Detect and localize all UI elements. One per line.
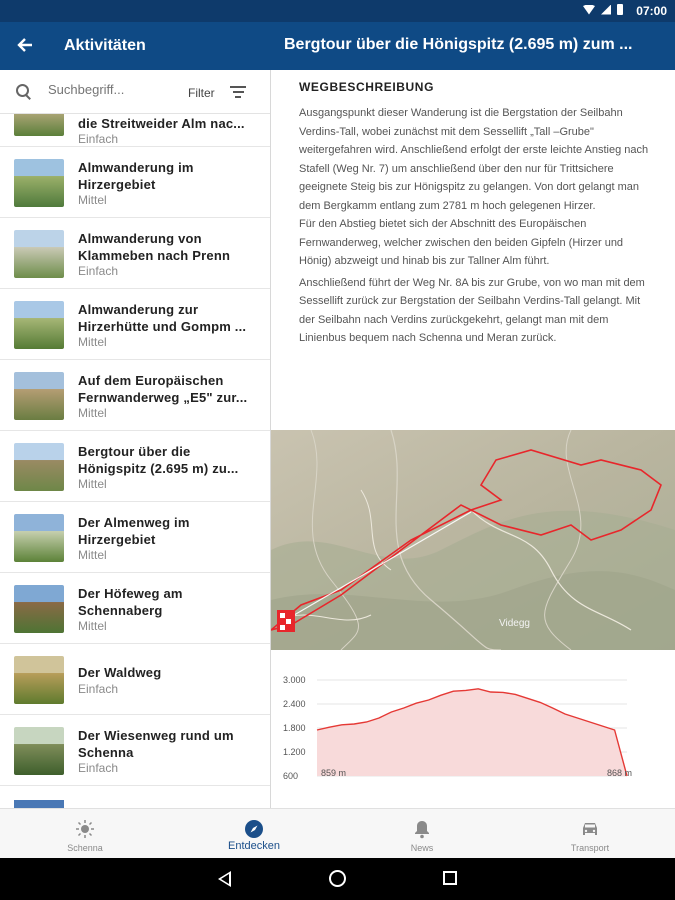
activity-thumbnail	[14, 727, 64, 775]
y-tick-label: 1.800	[283, 723, 306, 733]
detail-app-bar	[270, 22, 675, 70]
activity-name-line1: Almwanderung von	[78, 231, 202, 246]
system-back-icon[interactable]	[218, 871, 231, 887]
nav-label: News	[410, 843, 434, 853]
activity-list-item[interactable]	[0, 573, 270, 644]
activity-name	[78, 159, 260, 193]
activity-list-item[interactable]	[0, 289, 270, 360]
activity-name-line2: Hirzergebiet	[78, 532, 156, 547]
elevation-area	[317, 689, 627, 776]
activity-list-item[interactable]	[0, 502, 270, 573]
route-map[interactable]	[271, 430, 675, 650]
activity-thumbnail	[14, 443, 64, 491]
activity-name-line2: Klammeben nach Prenn	[78, 248, 231, 263]
map-place-label: Videgg	[499, 618, 530, 629]
activity-name-line1: Bergtour über die	[78, 444, 191, 459]
activity-list-item[interactable]	[0, 218, 270, 289]
filter-label[interactable]: Filter	[188, 86, 215, 100]
y-tick-label: 1.200	[283, 747, 306, 757]
activity-difficulty: Mittel	[78, 548, 107, 562]
activity-name	[78, 585, 260, 619]
activity-name-line1: Almwanderung zur	[78, 302, 199, 317]
system-home-icon[interactable]	[329, 870, 346, 887]
filter-icon[interactable]	[230, 86, 246, 98]
activity-difficulty: Mittel	[78, 193, 107, 207]
car-icon	[580, 819, 600, 839]
activity-list-item[interactable]	[0, 431, 270, 502]
activity-thumbnail	[14, 585, 64, 633]
activity-difficulty: Mittel	[78, 477, 107, 491]
activity-name-line2: Schennaberg	[78, 603, 163, 618]
battery-icon	[617, 4, 623, 15]
description-paragraph: Ausgangspunkt dieser Wanderung ist die Bergstation der Seilbahn Verdins-Tall, wobei zunächst mit dem Sessellift „Tall –Grube" weitergefahren wird. Anschließend erfolgt der erste leichte Anstieg nach Stafell (Weg Nr. 7) um anschließend über den nur für Trittsichere geeignete Steig bis zur Hönigspitz zu gelangen. Von dort gelangt man dem Bergkamm entlang zum 2781 m hoch gelegenen Hirzer.	[299, 107, 649, 212]
activity-name-line2: Schenna	[78, 745, 134, 760]
activity-list	[0, 114, 270, 808]
y-tick-label: 3.000	[283, 675, 306, 685]
bottom-navigation	[0, 808, 675, 858]
nav-item-entdecken[interactable]	[189, 809, 319, 859]
activity-name	[78, 727, 260, 761]
activity-difficulty: Einfach	[78, 132, 119, 146]
activity-thumbnail	[14, 159, 64, 207]
activity-name	[78, 230, 260, 264]
activity-name-line1: Almwanderung im	[78, 160, 194, 175]
description-text	[299, 104, 655, 348]
signal-icon	[601, 5, 611, 15]
activity-thumbnail	[14, 800, 64, 808]
list-title: Aktivitäten	[64, 37, 146, 54]
nav-label: Entdecken	[228, 840, 280, 852]
status-time: 07:00	[636, 4, 667, 18]
activity-name	[78, 116, 260, 131]
route-description	[271, 70, 675, 430]
profile-end-label: 868 m	[607, 768, 633, 778]
activity-name-line1: Der Waldweg	[78, 665, 162, 680]
activity-name-line1: Der Almenweg im	[78, 515, 190, 530]
search-bar	[0, 70, 270, 114]
activity-name-line1: Auf dem Europäischen	[78, 373, 224, 388]
activity-thumbnail	[14, 230, 64, 278]
description-paragraph: Anschließend führt der Weg Nr. 8A bis zur Grube, von wo man mit dem Sessellift zurück zur Bergstation der Seilbahn Verdins-Tall gelangt. Mit der Seilbahn nach Verdins zurückgekehrt, gelangt man mit dem Linienbus bequem nach Schenna und Meran zurück.	[299, 276, 645, 344]
activity-name-line1: Der Höfeweg am	[78, 586, 183, 601]
activity-thumbnail	[14, 372, 64, 420]
status-icons	[583, 4, 623, 15]
activity-thumbnail	[14, 301, 64, 349]
compass-icon	[244, 819, 264, 839]
activity-name	[78, 514, 260, 548]
profile-start-label: 859 m	[321, 768, 347, 778]
activity-name-line1: Der Wiesenweg rund um	[78, 728, 234, 743]
activity-list-item[interactable]	[0, 360, 270, 431]
nav-label: Transport	[570, 843, 610, 853]
elevation-profile	[271, 660, 675, 790]
activity-list-item[interactable]	[0, 114, 270, 147]
activity-list-item[interactable]	[0, 715, 270, 786]
activity-thumbnail	[14, 514, 64, 562]
y-tick-label: 2.400	[283, 699, 306, 709]
activity-name	[78, 301, 260, 335]
activity-difficulty: Einfach	[78, 682, 119, 696]
activity-list-item[interactable]	[0, 644, 270, 715]
nav-label: Schenna	[67, 843, 103, 853]
system-recents-icon[interactable]	[443, 871, 457, 885]
activity-name	[78, 664, 260, 681]
activity-difficulty: Einfach	[78, 264, 119, 278]
activity-name	[78, 443, 260, 477]
activity-list-item[interactable]	[0, 147, 270, 218]
detail-title: Bergtour über die Hönigspitz (2.695 m) zum ...	[284, 36, 633, 53]
activity-difficulty: Mittel	[78, 406, 107, 420]
system-navigation-bar	[0, 858, 675, 900]
activity-thumbnail	[14, 114, 64, 136]
bell-icon	[412, 819, 432, 839]
activity-name-line2: die Streitweider Alm nac...	[78, 116, 245, 131]
activity-difficulty: Mittel	[78, 619, 107, 633]
nav-item-news[interactable]	[357, 809, 487, 859]
wifi-icon	[583, 5, 595, 15]
sun-icon	[75, 819, 95, 839]
section-heading: WEGBESCHREIBUNG	[299, 80, 435, 94]
activity-name	[78, 372, 260, 406]
search-icon[interactable]	[16, 84, 30, 98]
list-app-bar	[0, 22, 270, 70]
activity-name-line2: Hirzergebiet	[78, 177, 156, 192]
y-tick-label: 600	[283, 771, 299, 781]
activity-thumbnail	[14, 656, 64, 704]
nav-item-schenna[interactable]	[20, 809, 150, 859]
back-arrow-icon[interactable]	[14, 34, 36, 56]
status-bar	[0, 0, 675, 22]
activity-name-line2: Hirzerhütte und Gompm ...	[78, 319, 247, 334]
activity-name-line2: Hönigspitz (2.695 m) zu...	[78, 461, 239, 476]
description-paragraph: Für den Abstieg bietet sich der Abschnitt des Europäischen Fernwanderweg, welcher zwischen den beiden Gipfeln (Hirzer und Hönig) abzweigt und hinab bis zur Tallner Alm führt.	[299, 218, 624, 267]
activity-name-line2: Fernwanderweg „E5" zur...	[78, 390, 248, 405]
nav-item-transport[interactable]	[525, 809, 655, 859]
search-input[interactable]	[48, 82, 168, 97]
activity-difficulty: Einfach	[78, 761, 119, 775]
activity-difficulty: Mittel	[78, 335, 107, 349]
